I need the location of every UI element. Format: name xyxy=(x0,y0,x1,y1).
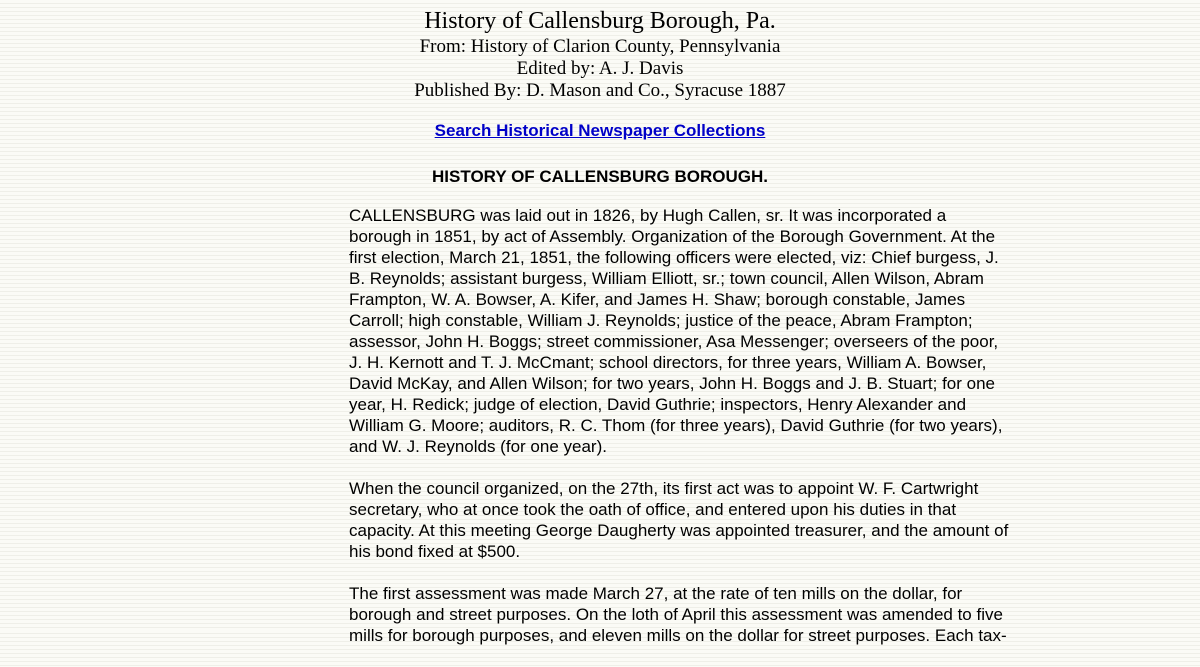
search-newspaper-link[interactable]: Search Historical Newspaper Collections xyxy=(434,121,766,140)
paragraph: When the council organized, on the 27th, its first act was to appoint W. F. Cartwright secretary, who at once took the oath of office, and entered upon his duties in that capacity. At this meeting George Daugherty was appointed treasurer, and the amount of his bond fixed at $500. xyxy=(349,479,1009,561)
article-body xyxy=(349,205,1011,667)
source-line: From: History of Clarion County, Pennsylvania xyxy=(419,36,781,57)
paragraph: CALLENSBURG was laid out in 1826, by Hugh Callen, sr. It was incorporated a borough in 1851, by act of Assembly. Organization of the Borough Government. At the first election, March 21, 1851, the following officers were elected, viz: Chief burgess, J. B. Reynolds; assistant burgess, William Elliott, sr.; town council, Allen Wilson, Abram Frampton, W. A. Bowser, A. Kifer, and James H. Shaw; borough constable, James Carroll; high constable, William J. Reynolds; justice of the peace, Abram Frampton; assessor, John H. Boggs; street commissioner, Asa Messenger; overseers of the poor, J. H. Kernott and T. J. McCmant; school directors, for three years, William A. Bowser, David McKay, and Allen Wilson; for two years, John H. Boggs and J. B. Stuart; for one year, H. Redick; judge of election, David Guthrie; inspectors, Henry Alexander and William G. Moore; auditors, R. C. Thom (for three years), David Guthrie (for two years), and W. J. Reynolds (for one year). xyxy=(349,206,1003,456)
editor-line: Edited by: A. J. Davis xyxy=(516,58,684,79)
document-header xyxy=(0,6,1200,102)
page-title: History of Callensburg Borough, Pa. xyxy=(424,8,776,34)
search-link-container xyxy=(0,121,1200,141)
paragraph: The first assessment was made March 27, at the rate of ten mills on the dollar, for borough and street purposes. On the loth of April this assessment was amended to five mills for borough purposes, and eleven mills on the dollar for street purposes. Each tax- xyxy=(349,584,1007,645)
publisher-line: Published By: D. Mason and Co., Syracuse 1887 xyxy=(414,80,786,101)
section-heading: HISTORY OF CALLENSBURG BOROUGH. xyxy=(432,167,768,186)
